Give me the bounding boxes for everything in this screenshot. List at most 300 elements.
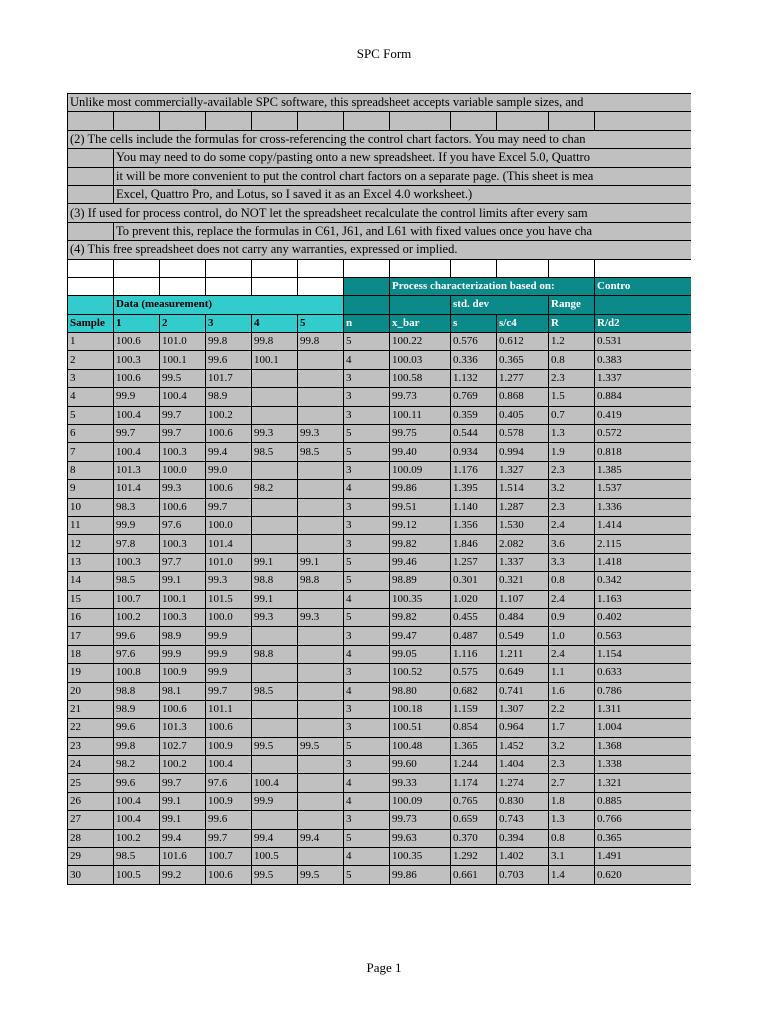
cell[interactable]: [206, 259, 252, 277]
cell-r-d2[interactable]: 0.766: [595, 811, 692, 829]
cell-x-bar[interactable]: 100.35: [390, 590, 451, 608]
cell-r[interactable]: 3.1: [549, 848, 595, 866]
cell-sample[interactable]: 5: [68, 406, 114, 424]
cell-x-bar[interactable]: 100.03: [390, 351, 451, 369]
cell-n[interactable]: 5: [344, 425, 390, 443]
cell-sample[interactable]: 3: [68, 369, 114, 387]
cell-r[interactable]: 1.8: [549, 792, 595, 810]
cell-m4[interactable]: 99.3: [252, 608, 298, 626]
cell-s[interactable]: 0.854: [451, 719, 497, 737]
cell-x-bar[interactable]: 99.82: [390, 535, 451, 553]
cell-s-c4[interactable]: 0.394: [497, 829, 549, 847]
cell-s-c4[interactable]: 0.549: [497, 627, 549, 645]
col-header-s-c4[interactable]: s/c4: [497, 314, 549, 332]
cell-m1[interactable]: 100.7: [114, 590, 160, 608]
cell-m2[interactable]: 99.7: [160, 774, 206, 792]
cell-m2[interactable]: 97.7: [160, 553, 206, 571]
cell-r-d2[interactable]: 1.418: [595, 553, 692, 571]
cell-n[interactable]: 5: [344, 608, 390, 626]
cell-s[interactable]: 0.359: [451, 406, 497, 424]
cell-m4[interactable]: [252, 369, 298, 387]
cell-m1[interactable]: 100.8: [114, 664, 160, 682]
cell-n[interactable]: 5: [344, 829, 390, 847]
data-measurement-header[interactable]: Data (measurement): [114, 296, 344, 314]
cell-s[interactable]: 0.682: [451, 682, 497, 700]
cell[interactable]: [549, 259, 595, 277]
cell-r[interactable]: 1.5: [549, 388, 595, 406]
cell-m1[interactable]: 100.4: [114, 443, 160, 461]
cell-m2[interactable]: 98.9: [160, 627, 206, 645]
cell-r[interactable]: 2.4: [549, 516, 595, 534]
cell-s-c4[interactable]: 1.277: [497, 369, 549, 387]
cell-s[interactable]: 1.159: [451, 700, 497, 718]
cell-s[interactable]: 0.576: [451, 333, 497, 351]
cell-m4[interactable]: 99.4: [252, 829, 298, 847]
cell-m1[interactable]: 101.3: [114, 461, 160, 479]
cell-m4[interactable]: 99.9: [252, 792, 298, 810]
cell-s-c4[interactable]: 0.868: [497, 388, 549, 406]
cell-m5[interactable]: [298, 848, 344, 866]
cell-x-bar[interactable]: 99.12: [390, 516, 451, 534]
cell-m3[interactable]: 101.4: [206, 535, 252, 553]
cell-m1[interactable]: 100.6: [114, 333, 160, 351]
cell-r-d2[interactable]: 0.572: [595, 425, 692, 443]
cell-m5[interactable]: 99.4: [298, 829, 344, 847]
cell-m4[interactable]: [252, 700, 298, 718]
cell-x-bar[interactable]: 100.48: [390, 737, 451, 755]
cell-m1[interactable]: 100.2: [114, 608, 160, 626]
cell-m1[interactable]: 98.2: [114, 756, 160, 774]
cell-n[interactable]: 5: [344, 866, 390, 884]
cell-r-d2[interactable]: 0.563: [595, 627, 692, 645]
cell-n[interactable]: 3: [344, 664, 390, 682]
cell-r-d2[interactable]: 0.620: [595, 866, 692, 884]
cell-r[interactable]: 2.3: [549, 498, 595, 516]
cell-n[interactable]: 3: [344, 498, 390, 516]
cell-s[interactable]: 1.132: [451, 369, 497, 387]
cell-m5[interactable]: [298, 774, 344, 792]
cell-m5[interactable]: 99.5: [298, 737, 344, 755]
cell-m3[interactable]: 100.6: [206, 719, 252, 737]
cell-m5[interactable]: 99.3: [298, 425, 344, 443]
cell-s-c4[interactable]: 1.404: [497, 756, 549, 774]
cell-r-d2[interactable]: 2.115: [595, 535, 692, 553]
cell-r-d2[interactable]: 1.368: [595, 737, 692, 755]
cell-r[interactable]: 0.8: [549, 351, 595, 369]
cell-r[interactable]: 2.4: [549, 645, 595, 663]
cell[interactable]: [68, 149, 114, 167]
cell-m4[interactable]: 100.1: [252, 351, 298, 369]
cell-n[interactable]: 5: [344, 333, 390, 351]
cell-sample[interactable]: 21: [68, 700, 114, 718]
cell-n[interactable]: 5: [344, 737, 390, 755]
cell-r-d2[interactable]: 0.786: [595, 682, 692, 700]
col-header-5[interactable]: 5: [298, 314, 344, 332]
cell-m4[interactable]: [252, 627, 298, 645]
cell-sample[interactable]: 8: [68, 461, 114, 479]
cell-m4[interactable]: 100.5: [252, 848, 298, 866]
cell-r-d2[interactable]: 1.537: [595, 480, 692, 498]
cell-s[interactable]: 1.244: [451, 756, 497, 774]
note-cell[interactable]: (4) This free spreadsheet does not carry any warranties, expressed or implied.: [68, 241, 692, 259]
cell-sample[interactable]: 7: [68, 443, 114, 461]
note-cell[interactable]: (2) The cells include the formulas for cross-referencing the control chart factors. You may need to chan: [68, 130, 692, 148]
cell-r-d2[interactable]: 0.419: [595, 406, 692, 424]
cell-m5[interactable]: [298, 627, 344, 645]
cell[interactable]: [344, 259, 390, 277]
cell-sample[interactable]: 16: [68, 608, 114, 626]
cell-s-c4[interactable]: 2.082: [497, 535, 549, 553]
cell[interactable]: [344, 277, 390, 295]
cell-m2[interactable]: 100.9: [160, 664, 206, 682]
cell[interactable]: [114, 259, 160, 277]
cell-m4[interactable]: 98.5: [252, 682, 298, 700]
cell[interactable]: [68, 259, 114, 277]
cell-m5[interactable]: [298, 645, 344, 663]
cell-m4[interactable]: 99.1: [252, 553, 298, 571]
cell-m1[interactable]: 97.6: [114, 645, 160, 663]
cell-m1[interactable]: 98.3: [114, 498, 160, 516]
cell-sample[interactable]: 20: [68, 682, 114, 700]
cell-s[interactable]: 1.116: [451, 645, 497, 663]
col-header-2[interactable]: 2: [160, 314, 206, 332]
cell-m4[interactable]: 98.8: [252, 645, 298, 663]
cell-m3[interactable]: 100.6: [206, 425, 252, 443]
cell-m4[interactable]: [252, 756, 298, 774]
cell-sample[interactable]: 15: [68, 590, 114, 608]
cell-r-d2[interactable]: 0.885: [595, 792, 692, 810]
cell-r[interactable]: 3.2: [549, 480, 595, 498]
cell-m5[interactable]: [298, 756, 344, 774]
cell-m3[interactable]: 99.7: [206, 682, 252, 700]
cell-sample[interactable]: 1: [68, 333, 114, 351]
cell-n[interactable]: 3: [344, 461, 390, 479]
cell-n[interactable]: 4: [344, 848, 390, 866]
cell-m1[interactable]: 99.6: [114, 774, 160, 792]
cell-m5[interactable]: [298, 535, 344, 553]
cell-m5[interactable]: [298, 480, 344, 498]
cell[interactable]: [206, 112, 252, 130]
cell[interactable]: [68, 277, 114, 295]
cell-n[interactable]: 4: [344, 682, 390, 700]
cell-s[interactable]: 1.292: [451, 848, 497, 866]
cell-m1[interactable]: 100.3: [114, 553, 160, 571]
cell-n[interactable]: 4: [344, 590, 390, 608]
cell-sample[interactable]: 24: [68, 756, 114, 774]
cell-sample[interactable]: 11: [68, 516, 114, 534]
cell-m3[interactable]: 99.7: [206, 498, 252, 516]
cell-m4[interactable]: 100.4: [252, 774, 298, 792]
cell-x-bar[interactable]: 100.52: [390, 664, 451, 682]
cell-m4[interactable]: [252, 664, 298, 682]
cell-x-bar[interactable]: 99.82: [390, 608, 451, 626]
cell-m3[interactable]: 99.9: [206, 645, 252, 663]
cell[interactable]: [451, 112, 497, 130]
cell-m2[interactable]: 99.9: [160, 645, 206, 663]
cell[interactable]: [160, 112, 206, 130]
note-cell[interactable]: (3) If used for process control, do NOT let the spreadsheet recalculate the control limits after every sam: [68, 204, 692, 222]
cell-x-bar[interactable]: 99.46: [390, 553, 451, 571]
cell-m1[interactable]: 98.8: [114, 682, 160, 700]
cell-s-c4[interactable]: 1.402: [497, 848, 549, 866]
cell-r-d2[interactable]: 0.818: [595, 443, 692, 461]
cell[interactable]: [497, 112, 549, 130]
cell-n[interactable]: 4: [344, 792, 390, 810]
cell-m2[interactable]: 101.6: [160, 848, 206, 866]
cell-m3[interactable]: 99.3: [206, 572, 252, 590]
cell-m3[interactable]: 101.5: [206, 590, 252, 608]
cell[interactable]: [68, 296, 114, 314]
control-header[interactable]: Contro: [595, 277, 692, 295]
cell-n[interactable]: 3: [344, 388, 390, 406]
cell-x-bar[interactable]: 100.11: [390, 406, 451, 424]
cell-s[interactable]: 0.370: [451, 829, 497, 847]
cell[interactable]: [595, 112, 692, 130]
cell-s[interactable]: 0.659: [451, 811, 497, 829]
note-cell[interactable]: You may need to do some copy/pasting onto a new spreadsheet. If you have Excel 5.0, Quattro: [114, 149, 692, 167]
cell-sample[interactable]: 18: [68, 645, 114, 663]
cell-m4[interactable]: [252, 811, 298, 829]
cell-m3[interactable]: 99.4: [206, 443, 252, 461]
cell-r-d2[interactable]: 1.414: [595, 516, 692, 534]
cell-s-c4[interactable]: 1.107: [497, 590, 549, 608]
cell-x-bar[interactable]: 99.75: [390, 425, 451, 443]
cell-m2[interactable]: 99.7: [160, 406, 206, 424]
cell-r[interactable]: 3.3: [549, 553, 595, 571]
cell-n[interactable]: 3: [344, 700, 390, 718]
cell-sample[interactable]: 14: [68, 572, 114, 590]
cell-m1[interactable]: 100.2: [114, 829, 160, 847]
range-header[interactable]: Range: [549, 296, 595, 314]
cell-r[interactable]: 1.3: [549, 425, 595, 443]
cell-m1[interactable]: 98.9: [114, 700, 160, 718]
cell-r-d2[interactable]: 1.311: [595, 700, 692, 718]
cell-m2[interactable]: 99.5: [160, 369, 206, 387]
cell-m5[interactable]: [298, 351, 344, 369]
cell-s-c4[interactable]: 1.287: [497, 498, 549, 516]
cell-m1[interactable]: 100.5: [114, 866, 160, 884]
cell[interactable]: [68, 167, 114, 185]
cell-x-bar[interactable]: 100.09: [390, 792, 451, 810]
cell-r[interactable]: 1.3: [549, 811, 595, 829]
cell-n[interactable]: 3: [344, 811, 390, 829]
cell-r[interactable]: 0.9: [549, 608, 595, 626]
cell-x-bar[interactable]: 99.63: [390, 829, 451, 847]
cell-m3[interactable]: 101.0: [206, 553, 252, 571]
cell-x-bar[interactable]: 99.05: [390, 645, 451, 663]
cell[interactable]: [252, 259, 298, 277]
cell-m5[interactable]: [298, 590, 344, 608]
cell-s-c4[interactable]: 0.365: [497, 351, 549, 369]
cell-s[interactable]: 0.934: [451, 443, 497, 461]
cell-m2[interactable]: 100.3: [160, 443, 206, 461]
cell-x-bar[interactable]: 99.86: [390, 480, 451, 498]
col-header-r[interactable]: R: [549, 314, 595, 332]
cell-m1[interactable]: 100.3: [114, 351, 160, 369]
cell-m2[interactable]: 99.1: [160, 811, 206, 829]
cell-m4[interactable]: 98.8: [252, 572, 298, 590]
col-header-n[interactable]: n: [344, 314, 390, 332]
cell-m2[interactable]: 101.0: [160, 333, 206, 351]
cell-sample[interactable]: 28: [68, 829, 114, 847]
cell-r[interactable]: 0.8: [549, 829, 595, 847]
cell-n[interactable]: 3: [344, 369, 390, 387]
cell-n[interactable]: 3: [344, 719, 390, 737]
cell-m3[interactable]: 100.9: [206, 792, 252, 810]
cell-r[interactable]: 1.7: [549, 719, 595, 737]
col-header-4[interactable]: 4: [252, 314, 298, 332]
cell-s-c4[interactable]: 1.452: [497, 737, 549, 755]
cell-s-c4[interactable]: 0.994: [497, 443, 549, 461]
cell[interactable]: [252, 277, 298, 295]
cell-n[interactable]: 4: [344, 351, 390, 369]
cell-m2[interactable]: 102.7: [160, 737, 206, 755]
cell-n[interactable]: 5: [344, 443, 390, 461]
cell-r-d2[interactable]: 1.004: [595, 719, 692, 737]
cell-m2[interactable]: 100.1: [160, 590, 206, 608]
cell-m5[interactable]: [298, 664, 344, 682]
cell-r[interactable]: 1.9: [549, 443, 595, 461]
cell-x-bar[interactable]: 99.86: [390, 866, 451, 884]
cell-r[interactable]: 1.4: [549, 866, 595, 884]
cell-n[interactable]: 5: [344, 572, 390, 590]
cell-x-bar[interactable]: 100.35: [390, 848, 451, 866]
cell[interactable]: [160, 259, 206, 277]
cell[interactable]: [497, 259, 549, 277]
cell-m3[interactable]: 100.2: [206, 406, 252, 424]
cell-r-d2[interactable]: 0.342: [595, 572, 692, 590]
cell-sample[interactable]: 4: [68, 388, 114, 406]
cell-r-d2[interactable]: 0.383: [595, 351, 692, 369]
cell[interactable]: [595, 296, 692, 314]
cell-s-c4[interactable]: 1.307: [497, 700, 549, 718]
cell-sample[interactable]: 12: [68, 535, 114, 553]
cell-m1[interactable]: 99.9: [114, 516, 160, 534]
cell-s-c4[interactable]: 1.514: [497, 480, 549, 498]
cell-s-c4[interactable]: 0.578: [497, 425, 549, 443]
cell-sample[interactable]: 26: [68, 792, 114, 810]
cell-m3[interactable]: 99.7: [206, 829, 252, 847]
cell[interactable]: [390, 259, 451, 277]
cell-m5[interactable]: 99.8: [298, 333, 344, 351]
cell-x-bar[interactable]: 99.40: [390, 443, 451, 461]
cell-m4[interactable]: [252, 516, 298, 534]
cell[interactable]: [160, 277, 206, 295]
cell-m5[interactable]: [298, 516, 344, 534]
cell-m1[interactable]: 99.6: [114, 627, 160, 645]
cell-r[interactable]: 1.2: [549, 333, 595, 351]
cell-r[interactable]: 0.7: [549, 406, 595, 424]
cell[interactable]: [298, 259, 344, 277]
cell-s[interactable]: 1.257: [451, 553, 497, 571]
cell-m4[interactable]: [252, 719, 298, 737]
note-cell[interactable]: it will be more convenient to put the control chart factors on a separate page. (This sheet is mea: [114, 167, 692, 185]
cell-s[interactable]: 0.487: [451, 627, 497, 645]
cell-r[interactable]: 2.7: [549, 774, 595, 792]
cell-s[interactable]: 1.140: [451, 498, 497, 516]
cell-s-c4[interactable]: 0.321: [497, 572, 549, 590]
cell[interactable]: [114, 277, 160, 295]
cell-m4[interactable]: 99.3: [252, 425, 298, 443]
cell-m5[interactable]: 99.5: [298, 866, 344, 884]
cell-m4[interactable]: 99.1: [252, 590, 298, 608]
cell-m1[interactable]: 98.5: [114, 572, 160, 590]
cell-r[interactable]: 1.1: [549, 664, 595, 682]
cell-n[interactable]: 3: [344, 756, 390, 774]
cell-m1[interactable]: 100.4: [114, 811, 160, 829]
cell-m4[interactable]: [252, 535, 298, 553]
cell-m2[interactable]: 97.6: [160, 516, 206, 534]
cell-x-bar[interactable]: 98.80: [390, 682, 451, 700]
cell-m2[interactable]: 100.3: [160, 608, 206, 626]
cell-s[interactable]: 1.176: [451, 461, 497, 479]
cell-s-c4[interactable]: 0.703: [497, 866, 549, 884]
cell-m1[interactable]: 98.5: [114, 848, 160, 866]
cell-m4[interactable]: 99.8: [252, 333, 298, 351]
std-dev-header[interactable]: std. dev: [451, 296, 549, 314]
cell-sample[interactable]: 17: [68, 627, 114, 645]
cell-s[interactable]: 1.365: [451, 737, 497, 755]
cell[interactable]: [390, 112, 451, 130]
cell-sample[interactable]: 6: [68, 425, 114, 443]
cell-m2[interactable]: 99.1: [160, 792, 206, 810]
cell-m3[interactable]: 100.6: [206, 480, 252, 498]
cell-m2[interactable]: 100.2: [160, 756, 206, 774]
cell-x-bar[interactable]: 100.22: [390, 333, 451, 351]
cell-sample[interactable]: 2: [68, 351, 114, 369]
cell-sample[interactable]: 19: [68, 664, 114, 682]
cell-sample[interactable]: 22: [68, 719, 114, 737]
cell-m3[interactable]: 100.9: [206, 737, 252, 755]
cell-r[interactable]: 2.3: [549, 756, 595, 774]
cell-s[interactable]: 1.846: [451, 535, 497, 553]
cell-s-c4[interactable]: 1.211: [497, 645, 549, 663]
cell-n[interactable]: 4: [344, 480, 390, 498]
cell-n[interactable]: 3: [344, 535, 390, 553]
cell-m2[interactable]: 99.1: [160, 572, 206, 590]
cell-n[interactable]: 3: [344, 406, 390, 424]
cell-m3[interactable]: 99.9: [206, 664, 252, 682]
cell[interactable]: [344, 296, 390, 314]
cell-r-d2[interactable]: 1.154: [595, 645, 692, 663]
col-header-x-bar[interactable]: x_bar: [390, 314, 451, 332]
cell-m3[interactable]: 101.1: [206, 700, 252, 718]
cell-m1[interactable]: 99.9: [114, 388, 160, 406]
cell-s[interactable]: 1.356: [451, 516, 497, 534]
cell[interactable]: [595, 259, 692, 277]
cell-s[interactable]: 0.575: [451, 664, 497, 682]
cell-n[interactable]: 5: [344, 553, 390, 571]
cell-s[interactable]: 0.336: [451, 351, 497, 369]
cell-s-c4[interactable]: 1.530: [497, 516, 549, 534]
cell-m5[interactable]: [298, 682, 344, 700]
cell-s-c4[interactable]: 0.743: [497, 811, 549, 829]
cell-r-d2[interactable]: 0.531: [595, 333, 692, 351]
cell-s[interactable]: 1.395: [451, 480, 497, 498]
cell-m5[interactable]: [298, 369, 344, 387]
cell-m3[interactable]: 100.0: [206, 608, 252, 626]
cell-s-c4[interactable]: 0.741: [497, 682, 549, 700]
cell-r-d2[interactable]: 1.385: [595, 461, 692, 479]
cell-m4[interactable]: 98.5: [252, 443, 298, 461]
cell-m3[interactable]: 100.0: [206, 516, 252, 534]
cell-s-c4[interactable]: 0.612: [497, 333, 549, 351]
cell-m4[interactable]: 98.2: [252, 480, 298, 498]
cell-r[interactable]: 3.6: [549, 535, 595, 553]
cell-m2[interactable]: 98.1: [160, 682, 206, 700]
cell-m1[interactable]: 99.7: [114, 425, 160, 443]
cell-r-d2[interactable]: 0.633: [595, 664, 692, 682]
